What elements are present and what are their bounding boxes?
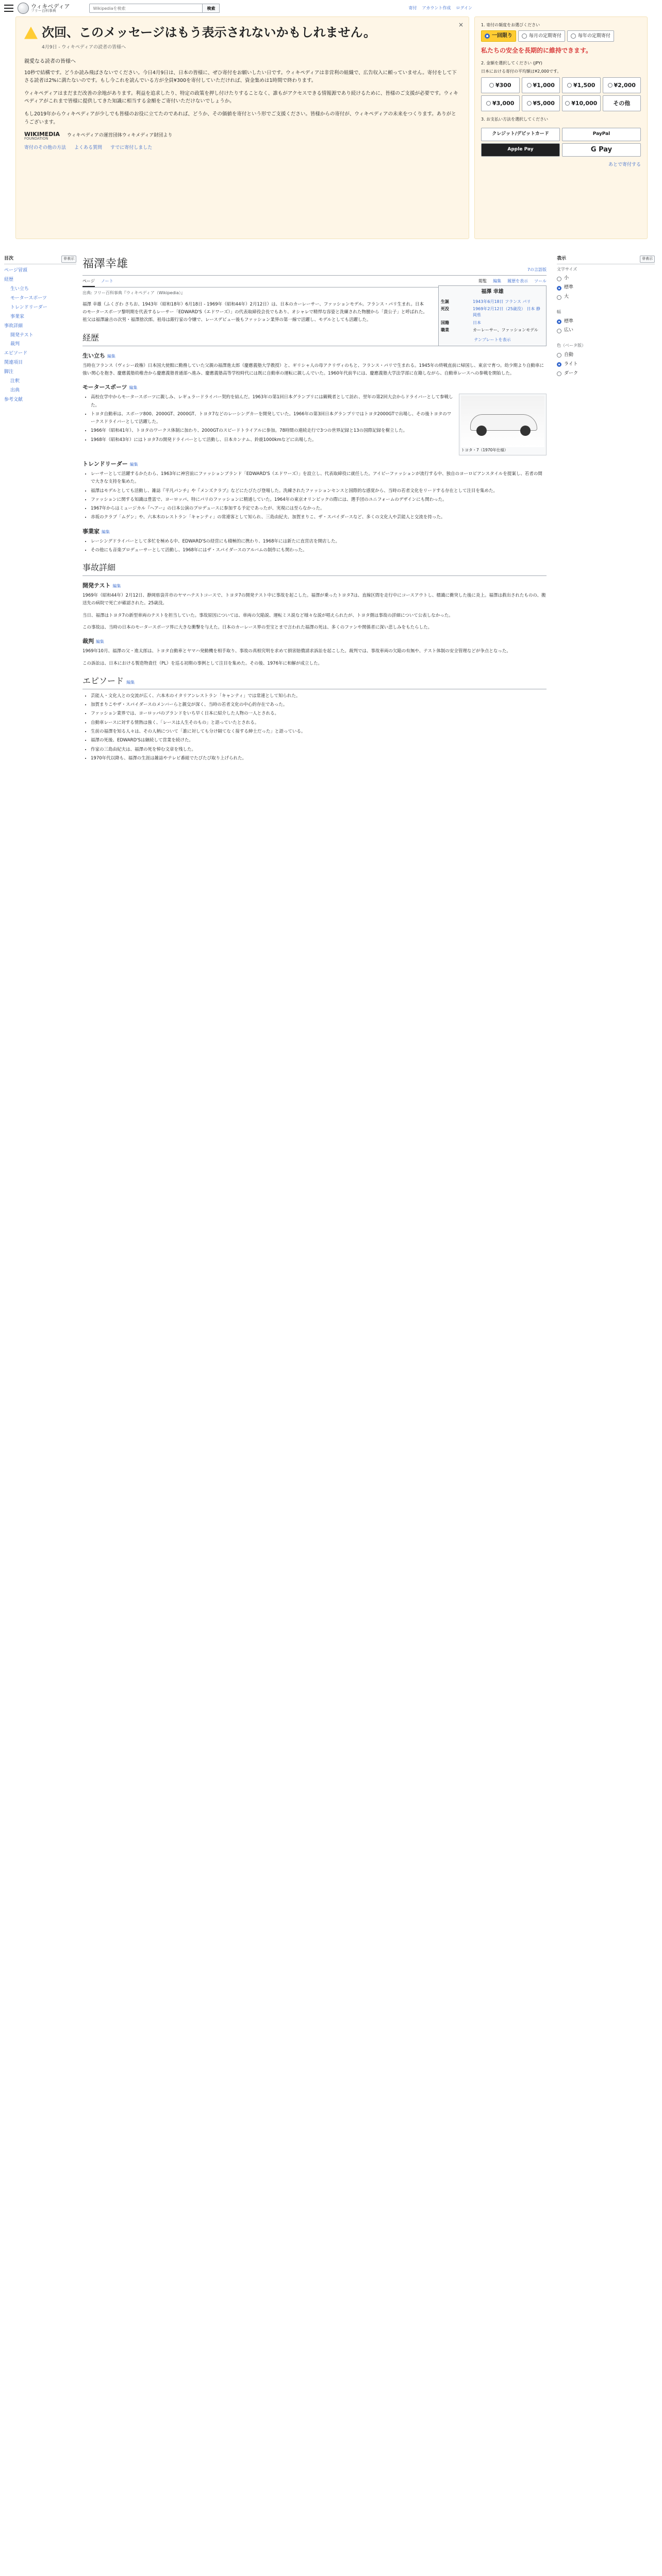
appearance-option[interactable] xyxy=(557,369,655,379)
list-item: • その他にも音楽プロデューサーとして活動し、1968年にはザ・スパイダースのアルバムの制作にも関わった。 xyxy=(91,547,547,554)
toc-title: 目次 xyxy=(4,256,14,261)
episode-list xyxy=(82,692,547,762)
donate-link[interactable]: 寄付 xyxy=(408,5,417,10)
amount-label: ¥1,000 xyxy=(533,81,555,89)
body-paragraph: 1969年10月、福澤の父・進太郎は、トヨタ自動車とヤマハ発動機を相手取り、事故の真相究明を求めて損害賠償請求訴訟を起こした。裁判では、事故車両の欠陥の有無や、テスト体制の安全管理などが争点となった。 xyxy=(82,649,511,654)
list-item: • 福澤はモデルとしても活動し、雑誌『平凡パンチ』や『メンズクラブ』などにたびたび登場した。洗練されたファッションセンスと国際的な感覚から、当時の若者文化をリードする存在として注目を集めた。 xyxy=(91,487,547,495)
frequency-option-label: 一回限り xyxy=(492,33,512,39)
infobox-title: 福澤 幸雄 xyxy=(481,289,504,295)
amount-option[interactable] xyxy=(522,77,560,93)
toc-item[interactable]: 参考文献 xyxy=(4,397,23,403)
other-ways-link[interactable]: 寄付のその他の方法 xyxy=(24,145,67,150)
appearance-group-title: 文字サイズ xyxy=(557,266,577,272)
amount-label: ¥1,500 xyxy=(573,81,595,89)
section-heading-accident xyxy=(82,562,547,576)
list-item: • 1970年代以降も、福澤の生涯は雑誌やテレビ番組でたびたび取り上げられた。 xyxy=(91,755,547,762)
body-paragraph: この事故は、当時の日本のモータースポーツ界に大きな衝撃を与えた。日本のカーレース界の至宝とまで言われた福澤の死は、多くのファンや関係者に深い悲しみをもたらした。 xyxy=(82,625,433,631)
radio-icon xyxy=(557,371,561,376)
race-car-image xyxy=(461,396,544,447)
edit-section-link[interactable]: 編集 xyxy=(107,353,115,359)
appearance-option-label: ライト xyxy=(564,361,578,367)
banner-paragraph: 10秒で結構です。どうか読み飛ばさないでください。今日4月9日は、日本の皆様に、ぜひ寄付をお願いしたい日です。ウィキペディアは非営利の組織で、広告収入に頼っていません。寄付をして下さる読者は2%に満たないのです。もし今これを読んでいる方が全員¥300を寄付していただければ、資金集めは1時間で終わります。 xyxy=(24,70,457,83)
close-icon[interactable]: × xyxy=(458,21,464,28)
appearance-group-title: 幅 xyxy=(557,310,561,315)
edit-section-link[interactable]: 編集 xyxy=(101,529,110,534)
list-item: • 作家の三島由紀夫は、福澤の死を悼む文章を残した。 xyxy=(91,746,547,754)
infobox-key: 生誕 xyxy=(441,299,449,304)
amount-option[interactable] xyxy=(603,77,641,93)
amount-question: 2. 金額を選択してください (JPY) xyxy=(481,60,542,65)
banner-title xyxy=(24,23,460,42)
frequency-option-monthly[interactable] xyxy=(518,30,565,42)
amount-option[interactable] xyxy=(481,77,520,93)
appearance-group-title: 色（ベータ版） xyxy=(557,343,586,348)
toc-item[interactable]: 生い立ち xyxy=(10,286,29,292)
toc-item[interactable]: 出典 xyxy=(10,388,20,394)
frequency-option-label: 毎年の定期寄付 xyxy=(578,33,611,39)
infobox-value: カーレーサー、ファッションモデル xyxy=(473,328,538,333)
tab-tools[interactable]: ツール xyxy=(534,279,547,284)
lead-paragraph: 福澤 幸雄（ふくざわ さちお、1943年（昭和18年）6月18日 - 1969年（昭和44年）2月12日）は、日本のカーレーサー、ファッションモデル。フランス・パリ生まれ。日本のモータースポーツ黎明期を代表するレーサー「EDWARD'S（エドワーズ）」の代表取締役会長でもあり、オシャレで精悍な容姿と洗練された物腰から「貴公子」と呼ばれた。祖父は福澤諭吉の次男・福澤捨次郎。祖母は銀行家の令嬢で、レースデビュー後もファッション業界の第一線で活躍し、モデルとしても活躍した。 xyxy=(82,301,427,323)
infobox-value[interactable]: 1969年2月12日（25歳没） 日本 静岡県 xyxy=(473,306,540,318)
section-heading-text: 事故詳細 xyxy=(82,563,116,573)
list-item: • トヨタ自動車は、スポーツ800、2000GT、2000GT、トヨタ7などのレーシングカーを開発していた。1966年の第3回日本グランプリではトヨタ2000GTで出場し、その後トヨタのワークスドライバーとして活躍した。 xyxy=(91,411,547,427)
site-header xyxy=(0,0,662,16)
infobox-key: 国籍 xyxy=(441,320,449,325)
amount-option[interactable] xyxy=(481,95,520,111)
language-button[interactable]: 7の言語版 xyxy=(527,267,547,272)
appearance-title: 表示 xyxy=(557,256,567,261)
appearance-option-label: 自動 xyxy=(564,352,574,358)
appearance-hide-button[interactable]: 非表示 xyxy=(640,256,655,263)
banner-signature: ウィキペディアの運営団体ウィキメディア財団より xyxy=(67,132,173,138)
infobox-key: 職業 xyxy=(441,328,449,333)
appearance-option[interactable] xyxy=(557,351,655,360)
subsection-heading-test xyxy=(82,581,547,590)
toc-hide-button[interactable]: 非表示 xyxy=(61,256,76,263)
login-link[interactable]: ログイン xyxy=(456,5,472,10)
radio-icon xyxy=(557,353,561,358)
banner-paragraph: もし2019年からウィキペディアが少しでも皆様のお役に立てたのであれば、どうか、その価値を寄付という形でご支援ください。皆様からの寄付が、ウィキペディアの未来をつくります。ありがとうございます。 xyxy=(24,111,456,125)
subsection-heading-text: 生い立ち xyxy=(82,352,105,359)
subsection-heading-text: トレンドリーダー xyxy=(82,460,128,467)
site-logo[interactable] xyxy=(18,3,70,14)
toc-item[interactable]: 関連項目 xyxy=(4,360,23,366)
amount-other-label: その他 xyxy=(613,99,631,107)
list-item: • レーサーとして活躍するかたわら、1963年に神宮前にファッションブランド「EDWARD'S（エドワーズ）」を設立し、代表取締役に就任した。アイビーファッションが流行する中、独自のヨーロピアンスタイルを提案し、若者の間で大きな支持を集めた。 xyxy=(91,470,547,486)
toc-item[interactable]: 脚注 xyxy=(4,369,14,375)
list-item: • 加賀まりこやザ・スパイダースのメンバーらと親交が深く、当時の若者文化の中心的存在であった。 xyxy=(91,701,547,709)
frequency-option-label: 毎月の定期寄付 xyxy=(529,33,562,39)
body-paragraph: 当日、福澤はトヨタ7の新型車両のテストを担当していた。事故原因については、車両の欠陥説、運転ミス説など様々な説が唱えられたが、トヨタ側は事故の詳細について公表しなかった。 xyxy=(82,613,453,618)
tab-talk[interactable]: ノート xyxy=(101,279,113,284)
subsection-heading-text: 裁判 xyxy=(82,638,94,645)
tab-history[interactable]: 履歴を表示 xyxy=(507,279,528,284)
infobox-value[interactable]: 日本 xyxy=(473,320,481,325)
subsection-heading-business xyxy=(82,527,547,536)
infobox-row xyxy=(441,298,544,306)
radio-icon xyxy=(486,101,491,106)
subsection-heading-text: 事業家 xyxy=(82,528,100,535)
subsection-heading-trend xyxy=(82,460,547,468)
create-account-link[interactable]: アカウント作成 xyxy=(422,5,451,10)
appearance-option[interactable] xyxy=(557,360,655,369)
toc-item[interactable]: ページ冒頭 xyxy=(4,267,27,273)
list-item: • 生前の福澤を知る人々は、その人柄について「誰に対しても分け隔てなく接する紳士だった」と語っている。 xyxy=(91,728,547,736)
trend-list xyxy=(82,470,547,522)
banner-date: 4月9日 - ウィキペディアの読者の皆様へ xyxy=(42,45,126,50)
toc-item[interactable]: 事業家 xyxy=(10,314,25,319)
amount-option[interactable] xyxy=(562,77,601,93)
fundraising-banner xyxy=(15,16,469,239)
main-menu-icon[interactable] xyxy=(4,5,13,12)
appearance-option-label: 標準 xyxy=(564,318,574,324)
pay-card-button[interactable]: クレジット/デビットカード xyxy=(481,128,560,141)
appearance-option-label: 標準 xyxy=(564,285,574,291)
search-input[interactable] xyxy=(89,4,203,13)
pay-paypal-button[interactable]: PayPal xyxy=(562,128,641,141)
subsection-heading-court xyxy=(82,637,547,646)
appearance-panel xyxy=(557,256,655,386)
already-donated-link[interactable]: すでに寄付しました xyxy=(110,145,153,150)
toc-item[interactable]: エピソード xyxy=(4,351,28,357)
radio-icon xyxy=(557,295,561,300)
business-list xyxy=(82,538,547,555)
radio-icon xyxy=(557,286,561,291)
edit-section-link[interactable]: 編集 xyxy=(95,639,104,645)
tab-read[interactable]: 閲覧 xyxy=(478,277,487,287)
section-heading-text: エピソード xyxy=(82,676,124,686)
wikipedia-globe-icon xyxy=(18,3,29,14)
list-item: • 福澤の死後、EDWARD'Sは継続して営業を続けた。 xyxy=(91,737,547,744)
edit-section-link[interactable]: 編集 xyxy=(129,385,138,391)
pay-google-button[interactable]: G Pay xyxy=(562,143,641,157)
recurring-notice: 私たちの安全を長期的に維持できます。 xyxy=(481,47,592,55)
list-item: • 1967年からはミュージカル『ヘアー』の日本公演のプロデュースに参加する予定であったが、実現には至らなかった。 xyxy=(91,505,547,513)
amount-label: ¥300 xyxy=(495,81,511,89)
radio-icon xyxy=(567,83,572,88)
search-box xyxy=(89,4,220,13)
header-links xyxy=(408,5,472,11)
list-item: • レーシングドライバーとして多忙を極める中、EDWARD'Sの経営にも積極的に携わり、1968年には新たに直営店を開店した。 xyxy=(91,538,547,546)
subsection-heading-motorsport xyxy=(82,383,547,392)
body-paragraph: 当時在フランス（ヴィシー政権）日本国大使館に勤務していた父親の福澤進太郎（慶應義塾大学教授）と、ギリシャ人の母アクリヴィのもと、フランス・パリで生まれる。1945年の終戦直前に帰国し、東京で育つ。幼少期より自動車に強い関心を抱き、慶應義塾幼稚舎から慶應義塾普通部へ進み、慶應義塾高等学校時代には既に自動車の運転に親しんでいた。1960年代前半には、慶應義塾大学法学部に在籍しながら、自動車レースへの参戦を開始した。 xyxy=(82,363,544,376)
payment-question: 3. お支払い方法を選択してください xyxy=(481,116,549,122)
infobox xyxy=(438,285,547,346)
infobox-row xyxy=(441,319,544,327)
pay-apple-button[interactable]: Apple Pay xyxy=(481,143,560,157)
frequency-option-yearly[interactable] xyxy=(567,30,614,42)
toc-item[interactable]: 経歴 xyxy=(4,277,14,282)
list-item: • 芸能人・文化人との交流が広く、六本木のイタリアンレストラン「キャンティ」では常連として知られた。 xyxy=(91,692,547,700)
article-source: 出典: フリー百科事典『ウィキペディア（Wikipedia）』 xyxy=(82,291,185,296)
amount-note: 日本における寄付の平均額は¥2,000です。 xyxy=(481,69,561,74)
appearance-option[interactable] xyxy=(557,326,655,335)
toc-item[interactable]: 事故詳細 xyxy=(4,323,23,329)
list-item: • 高校在学中からモータースポーツに親しみ、レギュラードライバー契約を結んだ。1963年の第1回日本グランプリには観戦者として訪れ、翌年の第2回大会からドライバーとして参戦した。 xyxy=(91,394,547,410)
radio-icon xyxy=(571,33,576,39)
car-image-thumb[interactable] xyxy=(459,394,547,455)
template-link[interactable]: テンプレートを表示 xyxy=(474,337,511,343)
radio-icon xyxy=(527,83,532,88)
amount-other[interactable] xyxy=(603,95,641,111)
wikimedia-logo xyxy=(24,131,60,141)
amount-label: ¥10,000 xyxy=(571,99,598,107)
appearance-group xyxy=(557,343,655,378)
page-title-text: 福澤幸雄 xyxy=(82,258,128,270)
list-item: • 赤坂のクラブ「ムゲン」や、六本木のレストラン「キャンティ」の常連客として知られ、三島由紀夫、加賀まりこ、ザ・スパイダースなど、多くの文化人や芸能人と交流を持った。 xyxy=(91,514,547,521)
tab-edit[interactable]: 編集 xyxy=(493,279,502,284)
section-heading-episode xyxy=(82,675,547,689)
toc-item[interactable]: トレンドリーダー xyxy=(10,304,47,310)
amount-option[interactable] xyxy=(522,95,560,111)
list-item: • 1966年（昭和41年）、トヨタのワークス体制に加わり、2000GTのスピードトライアルに参加。78時間の連続走行で3つの世界記録と13の国際記録を樹立した。 xyxy=(91,427,547,435)
appearance-option-label: 大 xyxy=(564,294,569,300)
banner-salutation: 親愛なる読者の皆様へ xyxy=(24,59,76,65)
banner-paragraph: ウィキペディアはまだまだ改善の余地があります。利益を追求したり、特定の政策を押し付けたりすることなく、誰もがアクセスできる情報源であり続けるために、皆様のご支援が必要です。ウィキペディアがこれまで皆様に提供してきた知識に相当する金額をご寄付いただけないでしょうか。 xyxy=(24,91,458,105)
infobox-row xyxy=(441,327,544,334)
body-paragraph: 1969年（昭和44年）2月12日、静岡県袋井市のヤマハテストコースで、トヨタ7の開発テスト中に事故を起こした。福澤が乗ったトヨタ7は、直線区間を走行中にコースアウトし、標識に衝突した後に炎上。福澤は救出されたものの、搬送先の病院で死亡が確認された。25歳没。 xyxy=(82,593,546,606)
site-name: ウィキペディア xyxy=(31,3,70,10)
warning-icon xyxy=(24,27,38,39)
toc-item[interactable]: 裁判 xyxy=(10,342,20,347)
amount-label: ¥2,000 xyxy=(614,81,636,89)
appearance-group xyxy=(557,266,655,302)
appearance-group xyxy=(557,309,655,335)
appearance-option-label: 小 xyxy=(564,276,569,281)
infobox-key: 死没 xyxy=(441,306,449,311)
edit-section-link[interactable]: 編集 xyxy=(129,462,138,467)
infobox-value[interactable]: 1943年6月18日 フランス パリ xyxy=(473,299,531,304)
radio-icon xyxy=(527,101,532,106)
toc-item[interactable]: モータースポーツ xyxy=(10,295,47,301)
wikimedia-logo-sub: FOUNDATION xyxy=(24,136,48,141)
list-item: • 1968年（昭和43年）にはトヨタ7の開発ドライバーとして活動し、日本カンナム、鈴鹿1000kmなどに出場した。 xyxy=(91,436,547,444)
page-title xyxy=(82,256,547,276)
radio-icon xyxy=(522,33,527,39)
toc-item[interactable]: 注釈 xyxy=(10,379,20,384)
appearance-option[interactable] xyxy=(557,274,655,283)
amount-option[interactable] xyxy=(562,95,601,111)
article xyxy=(82,256,547,767)
body-paragraph: この訴訟は、日本における製造物責任（PL）を巡る初期の事例として注目を集めた。その後、1976年に和解が成立した。 xyxy=(82,660,322,666)
appearance-option-label: 広い xyxy=(564,328,574,333)
wikimedia-logo-text: WIKIMEDIA xyxy=(24,130,60,138)
radio-icon xyxy=(485,33,490,39)
radio-icon xyxy=(608,83,613,88)
faq-link[interactable]: よくある質問 xyxy=(74,145,103,150)
thumb-caption: トヨタ・7（1970年仕様） xyxy=(461,448,508,453)
list-item: • ファッションに関する知識は豊富で、ヨーロッパ、特にパリのファッションに精通していた。1964年の東京オリンピックの際には、選手団のユニフォームのデザインにも関わった。 xyxy=(91,496,547,504)
banner-title-text: 次回、このメッセージはもう表示されないかもしれません。 xyxy=(42,25,376,40)
section-heading-text: 経歴 xyxy=(82,332,100,343)
appearance-option[interactable] xyxy=(557,293,655,302)
appearance-option[interactable] xyxy=(557,283,655,293)
tab-article[interactable]: ページ xyxy=(82,277,95,287)
toc-item[interactable]: 開発テスト xyxy=(10,332,34,338)
radio-icon xyxy=(565,101,570,106)
maybe-later-link[interactable]: あとで寄付する xyxy=(608,162,641,168)
amount-label: ¥5,000 xyxy=(533,99,555,107)
subsection-heading-text: モータースポーツ xyxy=(82,384,127,391)
infobox-row xyxy=(441,306,544,319)
radio-icon xyxy=(557,319,561,324)
list-item: • ファッション業界では、ヨーロッパのブランドをいち早く日本に紹介した人物の一人とされる。 xyxy=(91,710,547,718)
edit-section-link[interactable]: 編集 xyxy=(112,584,121,589)
site-tagline: フリー百科事典 xyxy=(31,9,56,13)
frequency-question: 1. 寄付の頻度をお選びください xyxy=(481,23,540,27)
radio-icon xyxy=(557,329,561,333)
radio-icon xyxy=(557,277,561,281)
frequency-option-once[interactable] xyxy=(481,30,516,42)
donation-form xyxy=(474,16,648,239)
amount-label: ¥3,000 xyxy=(492,99,515,107)
subsection-heading-youth xyxy=(82,351,547,360)
edit-section-link[interactable]: 編集 xyxy=(126,680,135,685)
appearance-option[interactable] xyxy=(557,317,655,327)
table-of-contents xyxy=(4,256,76,405)
search-button[interactable]: 検索 xyxy=(203,4,220,13)
appearance-option-label: ダーク xyxy=(564,370,578,376)
radio-icon xyxy=(557,362,561,367)
subsection-heading-text: 開発テスト xyxy=(82,582,111,589)
radio-icon xyxy=(489,83,494,88)
list-item: • 自動車レースに対する情熱は強く、「レースは人生そのもの」と語っていたとされる。 xyxy=(91,719,547,727)
